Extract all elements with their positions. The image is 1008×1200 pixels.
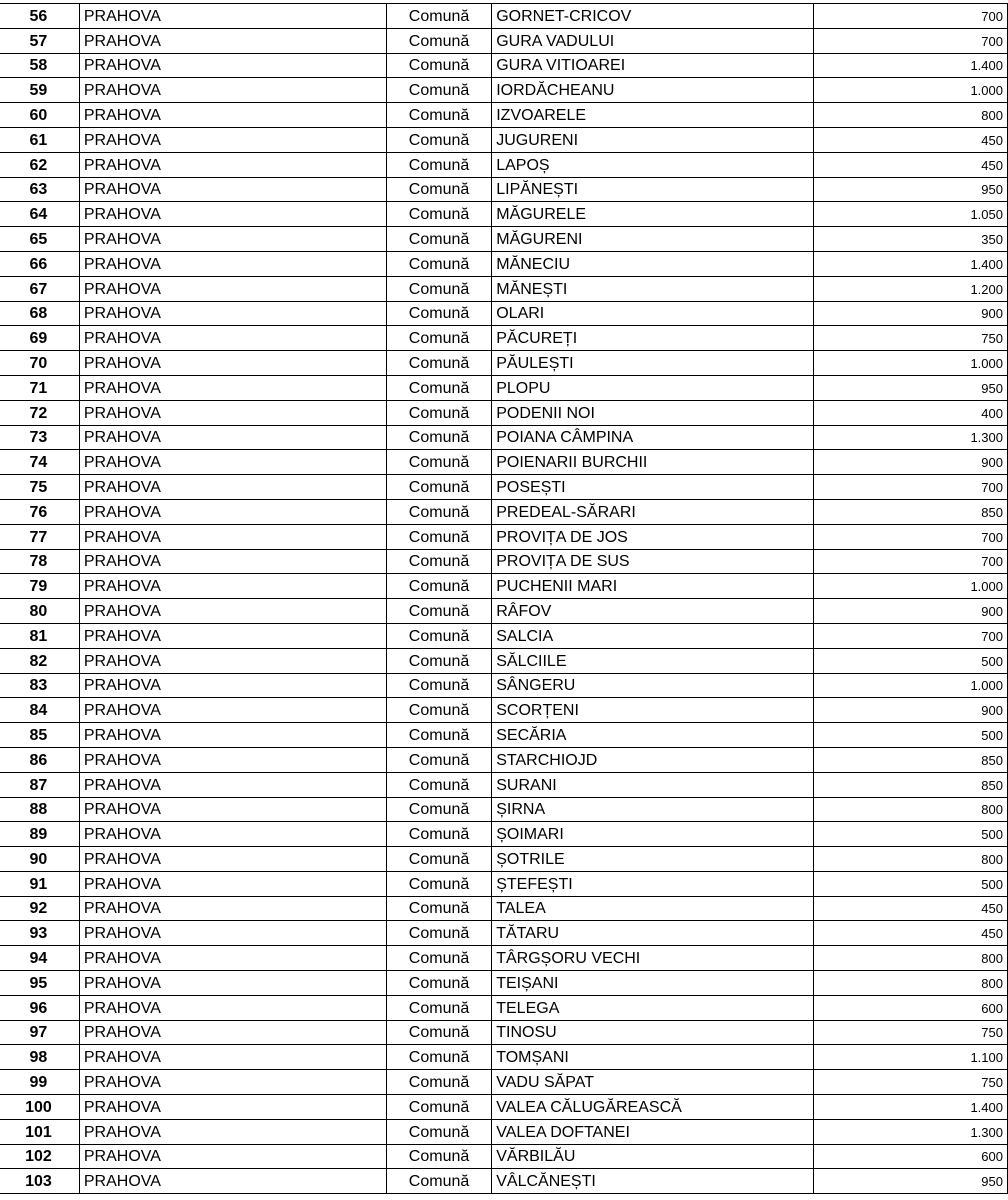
table-row	[0, 623, 1008, 648]
locality-type-cell: Comună	[386, 1070, 491, 1095]
table-row	[0, 1144, 1008, 1169]
table-row	[0, 400, 1008, 425]
county-cell: PRAHOVA	[79, 871, 386, 896]
row-number: 75	[0, 475, 79, 500]
county-cell: PRAHOVA	[79, 301, 386, 326]
locality-name-cell: GURA VITIOAREI	[492, 53, 813, 78]
value-cell: 500	[813, 648, 1007, 673]
county-cell: PRAHOVA	[79, 574, 386, 599]
table-row	[0, 772, 1008, 797]
table-row	[0, 822, 1008, 847]
value-cell: 700	[813, 4, 1007, 29]
value-cell: 600	[813, 995, 1007, 1020]
locality-name-cell: IZVOARELE	[492, 103, 813, 128]
locality-type-cell: Comună	[386, 177, 491, 202]
county-cell: PRAHOVA	[79, 623, 386, 648]
county-cell: PRAHOVA	[79, 747, 386, 772]
locality-type-cell: Comună	[386, 946, 491, 971]
value-cell: 800	[813, 946, 1007, 971]
table-row	[0, 227, 1008, 252]
locality-type-cell: Comună	[386, 747, 491, 772]
table-row	[0, 797, 1008, 822]
table-row	[0, 177, 1008, 202]
locality-name-cell: JUGURENI	[492, 127, 813, 152]
county-cell: PRAHOVA	[79, 375, 386, 400]
county-cell: PRAHOVA	[79, 698, 386, 723]
locality-type-cell: Comună	[386, 599, 491, 624]
table-row	[0, 698, 1008, 723]
locality-type-cell: Comună	[386, 4, 491, 29]
row-number: 92	[0, 896, 79, 921]
value-cell: 1.300	[813, 1119, 1007, 1144]
table-row	[0, 1095, 1008, 1120]
locality-type-cell: Comună	[386, 871, 491, 896]
locality-type-cell: Comună	[386, 251, 491, 276]
locality-name-cell: SÂNGERU	[492, 673, 813, 698]
county-cell: PRAHOVA	[79, 599, 386, 624]
value-cell: 750	[813, 1020, 1007, 1045]
row-number: 93	[0, 921, 79, 946]
table-row	[0, 1169, 1008, 1194]
table-row	[0, 251, 1008, 276]
county-cell: PRAHOVA	[79, 152, 386, 177]
row-number: 68	[0, 301, 79, 326]
locality-type-cell: Comună	[386, 1095, 491, 1120]
county-cell: PRAHOVA	[79, 251, 386, 276]
value-cell: 1.050	[813, 202, 1007, 227]
locality-name-cell: IORDĂCHEANU	[492, 78, 813, 103]
value-cell: 700	[813, 524, 1007, 549]
table-row	[0, 896, 1008, 921]
row-number: 80	[0, 599, 79, 624]
locality-type-cell: Comună	[386, 847, 491, 872]
locality-name-cell: VALEA CĂLUGĂREASCĂ	[492, 1095, 813, 1120]
county-cell: PRAHOVA	[79, 400, 386, 425]
locality-name-cell: TEIȘANI	[492, 971, 813, 996]
county-cell: PRAHOVA	[79, 921, 386, 946]
locality-name-cell: TĂTARU	[492, 921, 813, 946]
locality-name-cell: SALCIA	[492, 623, 813, 648]
locality-name-cell: VĂRBILĂU	[492, 1144, 813, 1169]
table-row	[0, 524, 1008, 549]
row-number: 64	[0, 202, 79, 227]
county-cell: PRAHOVA	[79, 103, 386, 128]
table-row	[0, 78, 1008, 103]
locality-name-cell: TÂRGȘORU VECHI	[492, 946, 813, 971]
row-number: 102	[0, 1144, 79, 1169]
row-number: 96	[0, 995, 79, 1020]
row-number: 74	[0, 450, 79, 475]
table-row	[0, 499, 1008, 524]
row-number: 84	[0, 698, 79, 723]
value-cell: 500	[813, 822, 1007, 847]
locality-type-cell: Comună	[386, 326, 491, 351]
locality-type-cell: Comună	[386, 78, 491, 103]
row-number: 86	[0, 747, 79, 772]
value-cell: 1.400	[813, 1095, 1007, 1120]
row-number: 65	[0, 227, 79, 252]
value-cell: 450	[813, 127, 1007, 152]
table-row	[0, 4, 1008, 29]
county-cell: PRAHOVA	[79, 326, 386, 351]
value-cell: 500	[813, 871, 1007, 896]
county-cell: PRAHOVA	[79, 1045, 386, 1070]
row-number: 90	[0, 847, 79, 872]
value-cell: 900	[813, 301, 1007, 326]
locality-name-cell: ȘOIMARI	[492, 822, 813, 847]
value-cell: 750	[813, 326, 1007, 351]
county-cell: PRAHOVA	[79, 127, 386, 152]
locality-type-cell: Comună	[386, 499, 491, 524]
table-row	[0, 375, 1008, 400]
row-number: 85	[0, 723, 79, 748]
row-number: 61	[0, 127, 79, 152]
locality-name-cell: VADU SĂPAT	[492, 1070, 813, 1095]
value-cell: 900	[813, 450, 1007, 475]
locality-name-cell: VALEA DOFTANEI	[492, 1119, 813, 1144]
table-row	[0, 648, 1008, 673]
row-number: 62	[0, 152, 79, 177]
row-number: 100	[0, 1095, 79, 1120]
table-row	[0, 127, 1008, 152]
locality-name-cell: ȘIRNA	[492, 797, 813, 822]
locality-type-cell: Comună	[386, 1119, 491, 1144]
locality-name-cell: LIPĂNEȘTI	[492, 177, 813, 202]
value-cell: 450	[813, 896, 1007, 921]
row-number: 82	[0, 648, 79, 673]
value-cell: 1.200	[813, 276, 1007, 301]
table-row	[0, 202, 1008, 227]
localities-table	[0, 3, 1008, 1194]
value-cell: 1.000	[813, 574, 1007, 599]
locality-name-cell: SĂLCIILE	[492, 648, 813, 673]
locality-type-cell: Comună	[386, 450, 491, 475]
value-cell: 800	[813, 797, 1007, 822]
table-row	[0, 723, 1008, 748]
county-cell: PRAHOVA	[79, 351, 386, 376]
table-body	[0, 4, 1008, 1194]
row-number: 71	[0, 375, 79, 400]
county-cell: PRAHOVA	[79, 78, 386, 103]
row-number: 63	[0, 177, 79, 202]
row-number: 60	[0, 103, 79, 128]
value-cell: 950	[813, 375, 1007, 400]
value-cell: 700	[813, 549, 1007, 574]
locality-type-cell: Comună	[386, 921, 491, 946]
row-number: 94	[0, 946, 79, 971]
table-row	[0, 152, 1008, 177]
table-row	[0, 28, 1008, 53]
row-number: 87	[0, 772, 79, 797]
row-number: 78	[0, 549, 79, 574]
table-row	[0, 450, 1008, 475]
county-cell: PRAHOVA	[79, 524, 386, 549]
table-row	[0, 1119, 1008, 1144]
county-cell: PRAHOVA	[79, 450, 386, 475]
county-cell: PRAHOVA	[79, 971, 386, 996]
row-number: 77	[0, 524, 79, 549]
county-cell: PRAHOVA	[79, 202, 386, 227]
row-number: 88	[0, 797, 79, 822]
county-cell: PRAHOVA	[79, 1144, 386, 1169]
locality-type-cell: Comună	[386, 995, 491, 1020]
locality-name-cell: VÂLCĂNEȘTI	[492, 1169, 813, 1194]
value-cell: 500	[813, 723, 1007, 748]
value-cell: 950	[813, 177, 1007, 202]
table-row	[0, 475, 1008, 500]
row-number: 72	[0, 400, 79, 425]
table-row	[0, 747, 1008, 772]
locality-type-cell: Comună	[386, 351, 491, 376]
value-cell: 600	[813, 1144, 1007, 1169]
locality-name-cell: GORNET-CRICOV	[492, 4, 813, 29]
locality-name-cell: GURA VADULUI	[492, 28, 813, 53]
row-number: 69	[0, 326, 79, 351]
row-number: 101	[0, 1119, 79, 1144]
row-number: 83	[0, 673, 79, 698]
county-cell: PRAHOVA	[79, 227, 386, 252]
table-row	[0, 871, 1008, 896]
county-cell: PRAHOVA	[79, 425, 386, 450]
county-cell: PRAHOVA	[79, 28, 386, 53]
table-row	[0, 549, 1008, 574]
locality-type-cell: Comună	[386, 524, 491, 549]
row-number: 59	[0, 78, 79, 103]
row-number: 70	[0, 351, 79, 376]
locality-type-cell: Comună	[386, 202, 491, 227]
locality-type-cell: Comună	[386, 673, 491, 698]
county-cell: PRAHOVA	[79, 772, 386, 797]
locality-type-cell: Comună	[386, 1144, 491, 1169]
value-cell: 400	[813, 400, 1007, 425]
locality-type-cell: Comună	[386, 549, 491, 574]
table-row	[0, 847, 1008, 872]
row-number: 99	[0, 1070, 79, 1095]
county-cell: PRAHOVA	[79, 499, 386, 524]
locality-name-cell: PROVIȚA DE JOS	[492, 524, 813, 549]
value-cell: 1.300	[813, 425, 1007, 450]
locality-type-cell: Comună	[386, 822, 491, 847]
table-row	[0, 1045, 1008, 1070]
locality-type-cell: Comună	[386, 227, 491, 252]
locality-type-cell: Comună	[386, 574, 491, 599]
county-cell: PRAHOVA	[79, 1119, 386, 1144]
county-cell: PRAHOVA	[79, 475, 386, 500]
locality-type-cell: Comună	[386, 648, 491, 673]
row-number: 58	[0, 53, 79, 78]
table-row	[0, 351, 1008, 376]
locality-name-cell: TOMȘANI	[492, 1045, 813, 1070]
locality-name-cell: SECĂRIA	[492, 723, 813, 748]
locality-type-cell: Comună	[386, 971, 491, 996]
locality-name-cell: POIENARII BURCHII	[492, 450, 813, 475]
locality-type-cell: Comună	[386, 375, 491, 400]
table-row	[0, 103, 1008, 128]
locality-name-cell: PROVIȚA DE SUS	[492, 549, 813, 574]
row-number: 73	[0, 425, 79, 450]
locality-name-cell: RÂFOV	[492, 599, 813, 624]
table-row	[0, 276, 1008, 301]
value-cell: 850	[813, 747, 1007, 772]
row-number: 95	[0, 971, 79, 996]
locality-type-cell: Comună	[386, 53, 491, 78]
county-cell: PRAHOVA	[79, 673, 386, 698]
county-cell: PRAHOVA	[79, 822, 386, 847]
locality-name-cell: PREDEAL-SĂRARI	[492, 499, 813, 524]
locality-name-cell: PĂCUREȚI	[492, 326, 813, 351]
locality-name-cell: OLARI	[492, 301, 813, 326]
county-cell: PRAHOVA	[79, 276, 386, 301]
locality-name-cell: SCORȚENI	[492, 698, 813, 723]
row-number: 56	[0, 4, 79, 29]
locality-name-cell: POSEȘTI	[492, 475, 813, 500]
county-cell: PRAHOVA	[79, 1020, 386, 1045]
value-cell: 800	[813, 103, 1007, 128]
row-number: 97	[0, 1020, 79, 1045]
locality-name-cell: LAPOȘ	[492, 152, 813, 177]
table-row	[0, 425, 1008, 450]
locality-type-cell: Comună	[386, 1020, 491, 1045]
locality-type-cell: Comună	[386, 28, 491, 53]
value-cell: 1.100	[813, 1045, 1007, 1070]
county-cell: PRAHOVA	[79, 1169, 386, 1194]
row-number: 81	[0, 623, 79, 648]
table-row	[0, 599, 1008, 624]
value-cell: 800	[813, 847, 1007, 872]
value-cell: 1.400	[813, 53, 1007, 78]
locality-name-cell: SURANI	[492, 772, 813, 797]
row-number: 57	[0, 28, 79, 53]
locality-name-cell: MĂGURELE	[492, 202, 813, 227]
locality-type-cell: Comună	[386, 400, 491, 425]
table-row	[0, 574, 1008, 599]
locality-name-cell: TALEA	[492, 896, 813, 921]
locality-type-cell: Comună	[386, 152, 491, 177]
row-number: 79	[0, 574, 79, 599]
value-cell: 700	[813, 623, 1007, 648]
row-number: 66	[0, 251, 79, 276]
county-cell: PRAHOVA	[79, 1095, 386, 1120]
value-cell: 700	[813, 475, 1007, 500]
row-number: 67	[0, 276, 79, 301]
row-number: 98	[0, 1045, 79, 1070]
locality-name-cell: STARCHIOJD	[492, 747, 813, 772]
locality-type-cell: Comună	[386, 797, 491, 822]
table-row	[0, 921, 1008, 946]
table-row	[0, 946, 1008, 971]
locality-name-cell: PUCHENII MARI	[492, 574, 813, 599]
county-cell: PRAHOVA	[79, 4, 386, 29]
value-cell: 750	[813, 1070, 1007, 1095]
locality-name-cell: PODENII NOI	[492, 400, 813, 425]
value-cell: 850	[813, 499, 1007, 524]
locality-type-cell: Comună	[386, 772, 491, 797]
locality-name-cell: POIANA CÂMPINA	[492, 425, 813, 450]
locality-type-cell: Comună	[386, 896, 491, 921]
table-row	[0, 995, 1008, 1020]
locality-type-cell: Comună	[386, 623, 491, 648]
locality-name-cell: ȘOTRILE	[492, 847, 813, 872]
locality-name-cell: MĂNEȘTI	[492, 276, 813, 301]
locality-type-cell: Comună	[386, 1045, 491, 1070]
county-cell: PRAHOVA	[79, 946, 386, 971]
locality-type-cell: Comună	[386, 475, 491, 500]
value-cell: 450	[813, 921, 1007, 946]
value-cell: 950	[813, 1169, 1007, 1194]
locality-name-cell: TELEGA	[492, 995, 813, 1020]
locality-type-cell: Comună	[386, 723, 491, 748]
locality-type-cell: Comună	[386, 698, 491, 723]
locality-name-cell: PLOPU	[492, 375, 813, 400]
value-cell: 1.400	[813, 251, 1007, 276]
table-row	[0, 301, 1008, 326]
value-cell: 1.000	[813, 673, 1007, 698]
county-cell: PRAHOVA	[79, 797, 386, 822]
locality-type-cell: Comună	[386, 425, 491, 450]
value-cell: 850	[813, 772, 1007, 797]
table-row	[0, 1070, 1008, 1095]
table-row	[0, 326, 1008, 351]
county-cell: PRAHOVA	[79, 995, 386, 1020]
county-cell: PRAHOVA	[79, 648, 386, 673]
value-cell: 900	[813, 698, 1007, 723]
value-cell: 700	[813, 28, 1007, 53]
table-row	[0, 971, 1008, 996]
locality-name-cell: PĂULEȘTI	[492, 351, 813, 376]
value-cell: 1.000	[813, 351, 1007, 376]
row-number: 91	[0, 871, 79, 896]
row-number: 89	[0, 822, 79, 847]
locality-type-cell: Comună	[386, 276, 491, 301]
row-number: 103	[0, 1169, 79, 1194]
table-row	[0, 673, 1008, 698]
value-cell: 350	[813, 227, 1007, 252]
value-cell: 1.000	[813, 78, 1007, 103]
row-number: 76	[0, 499, 79, 524]
locality-type-cell: Comună	[386, 127, 491, 152]
value-cell: 450	[813, 152, 1007, 177]
county-cell: PRAHOVA	[79, 847, 386, 872]
county-cell: PRAHOVA	[79, 1070, 386, 1095]
locality-type-cell: Comună	[386, 1169, 491, 1194]
county-cell: PRAHOVA	[79, 177, 386, 202]
county-cell: PRAHOVA	[79, 549, 386, 574]
locality-name-cell: MĂGURENI	[492, 227, 813, 252]
locality-type-cell: Comună	[386, 103, 491, 128]
locality-name-cell: ȘTEFEȘTI	[492, 871, 813, 896]
county-cell: PRAHOVA	[79, 53, 386, 78]
table-row	[0, 53, 1008, 78]
value-cell: 800	[813, 971, 1007, 996]
locality-name-cell: MĂNECIU	[492, 251, 813, 276]
value-cell: 900	[813, 599, 1007, 624]
locality-name-cell: TINOSU	[492, 1020, 813, 1045]
table-row	[0, 1020, 1008, 1045]
county-cell: PRAHOVA	[79, 896, 386, 921]
locality-type-cell: Comună	[386, 301, 491, 326]
county-cell: PRAHOVA	[79, 723, 386, 748]
